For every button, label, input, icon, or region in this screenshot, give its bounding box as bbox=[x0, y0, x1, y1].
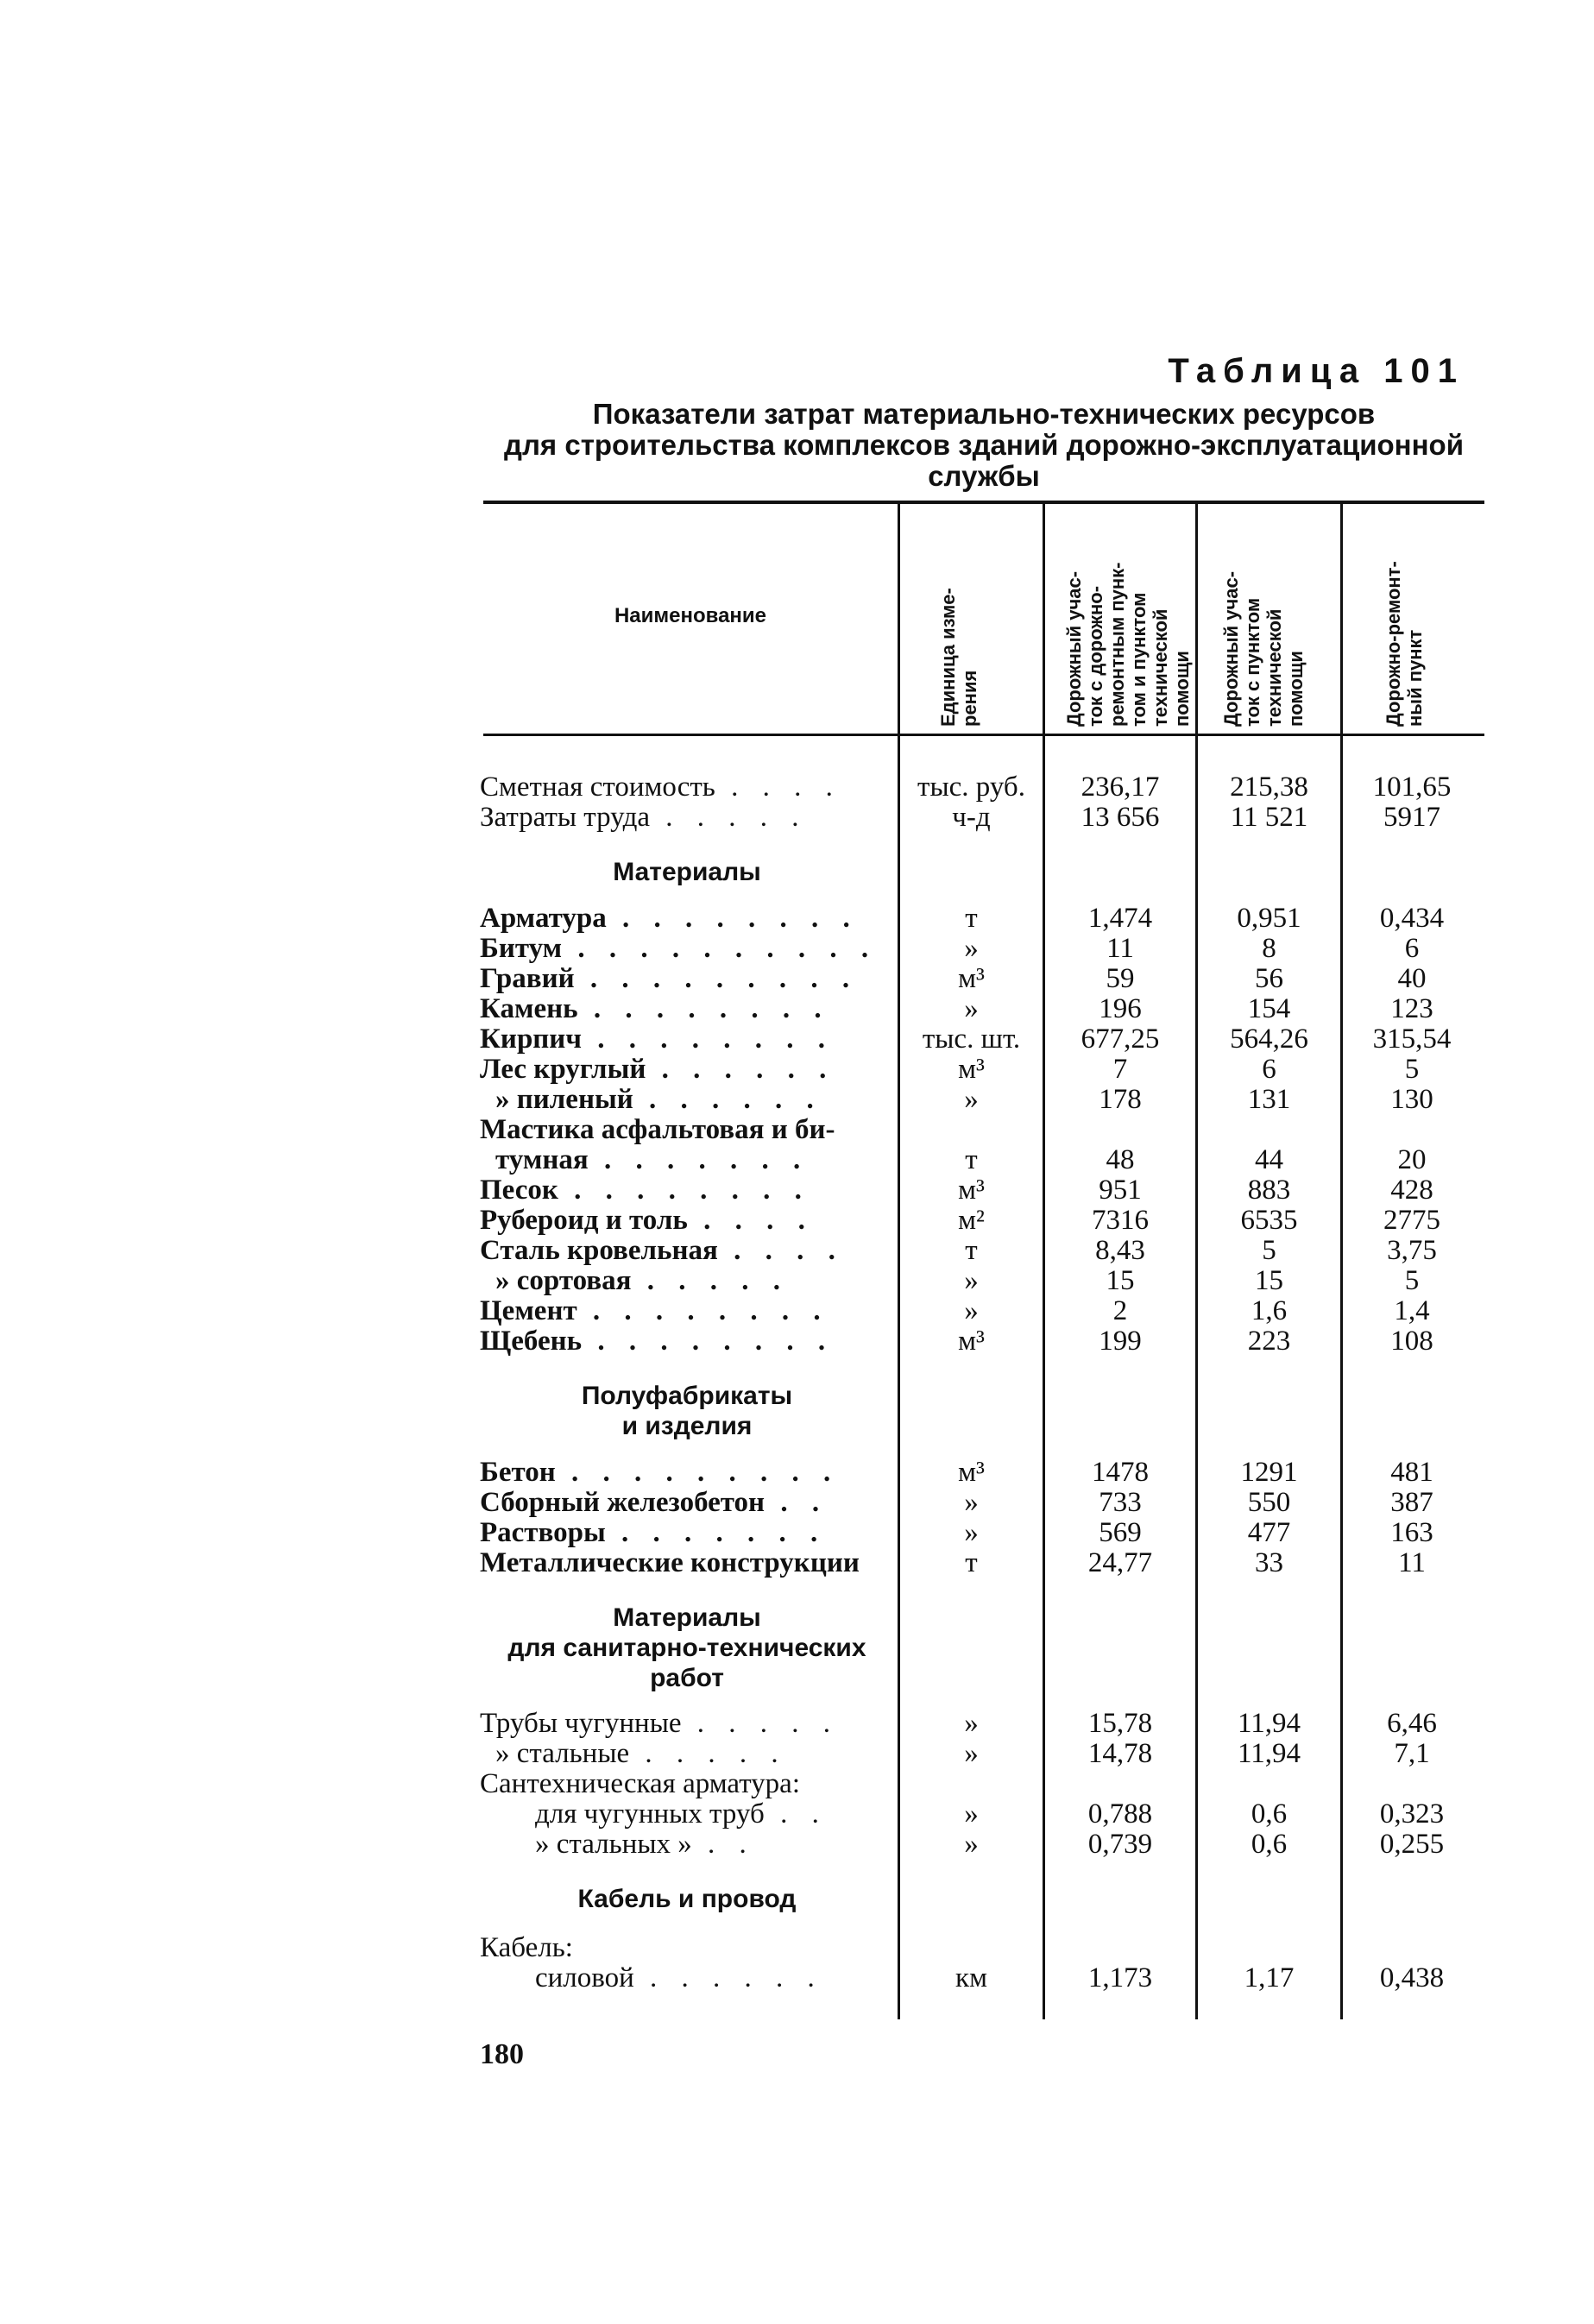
row-name bbox=[480, 1799, 898, 1830]
table-row bbox=[0, 1326, 1594, 1357]
row-value-col1: 1478 bbox=[1092, 1457, 1149, 1488]
row-value-col2: 56 bbox=[1255, 963, 1283, 994]
row-value-col1: 0,739 bbox=[1087, 1829, 1153, 1860]
row-value-col1: 1,173 bbox=[1087, 1962, 1153, 1993]
leader-dots: . . bbox=[765, 1488, 829, 1518]
leader-dots: . . . . . . . . bbox=[606, 904, 859, 934]
leader-dots: . . . . bbox=[715, 772, 841, 803]
row-value-col3: 6,46 bbox=[1387, 1708, 1437, 1739]
row-value-col1: 2 bbox=[1112, 1295, 1128, 1326]
row-value-col1: 178 bbox=[1099, 1084, 1142, 1115]
table-label: Таблица 101 bbox=[1168, 352, 1465, 390]
section-heading bbox=[0, 1603, 1594, 1633]
section-title: Материалы bbox=[613, 858, 761, 886]
row-value-col3: 5 bbox=[1404, 1265, 1420, 1296]
row-name-text: Бетон bbox=[480, 1458, 556, 1488]
row-value-col3: 5917 bbox=[1383, 802, 1440, 833]
row-name-text: » сортовая bbox=[495, 1266, 632, 1296]
row-value-col1: 196 bbox=[1099, 993, 1142, 1024]
row-value-col1: 7 bbox=[1112, 1054, 1128, 1085]
table-row bbox=[0, 1769, 1594, 1799]
row-value-col2: 44 bbox=[1255, 1144, 1283, 1175]
row-name-text: Сантехническая арматура: bbox=[480, 1769, 800, 1799]
row-name bbox=[480, 1024, 898, 1055]
header-unit: Единица изме- рения bbox=[937, 588, 980, 727]
table-row bbox=[0, 1024, 1594, 1055]
row-value-col1: 24,77 bbox=[1087, 1547, 1153, 1578]
row-unit: м³ bbox=[958, 1457, 985, 1488]
row-name-text: Кабель: bbox=[480, 1933, 573, 1963]
table-row bbox=[0, 1206, 1594, 1236]
row-value-col3: 428 bbox=[1390, 1175, 1433, 1206]
caption-line: для строительства комплексов зданий дорожно-эксплуатационной bbox=[504, 429, 1464, 461]
row-unit: » bbox=[964, 993, 979, 1024]
header-col3: Дорожно-ремонт- ный пункт bbox=[1383, 561, 1426, 727]
row-value-col2: 1,17 bbox=[1244, 1962, 1295, 1993]
row-name-text: Затраты труда bbox=[480, 803, 651, 833]
row-name bbox=[480, 1266, 913, 1296]
row-value-col2: 154 bbox=[1247, 993, 1291, 1024]
leader-dots: . . bbox=[764, 1799, 828, 1830]
row-value-col2: 11 521 bbox=[1230, 802, 1308, 833]
row-name-text: Битум bbox=[480, 934, 563, 964]
leader-dots: . . . . . . . . bbox=[558, 1175, 810, 1206]
row-name-text: Арматура bbox=[480, 904, 607, 934]
row-value-col3: 481 bbox=[1390, 1457, 1433, 1488]
row-name-text: Цемент bbox=[480, 1296, 577, 1326]
row-unit: тыс. руб. bbox=[917, 772, 1025, 803]
row-value-col3: 387 bbox=[1390, 1487, 1433, 1518]
row-value-col2: 11,94 bbox=[1237, 1708, 1301, 1739]
row-unit: т bbox=[965, 1144, 978, 1175]
row-value-col2: 131 bbox=[1247, 1084, 1291, 1115]
row-unit: » bbox=[964, 1829, 979, 1860]
row-unit: т bbox=[965, 903, 978, 934]
section-heading bbox=[0, 1633, 1594, 1663]
table-row bbox=[0, 1933, 1594, 1963]
row-name-text: Металлические конструкции bbox=[480, 1548, 860, 1578]
row-name bbox=[480, 934, 898, 964]
row-value-col3: 0,434 bbox=[1379, 903, 1445, 934]
row-value-col2: 215,38 bbox=[1230, 772, 1308, 803]
row-value-col1: 0,788 bbox=[1087, 1798, 1153, 1830]
row-value-col1: 59 bbox=[1106, 963, 1135, 994]
row-value-col2: 883 bbox=[1247, 1175, 1291, 1206]
leader-dots: . . . . . . . . bbox=[582, 1326, 835, 1357]
leader-dots: . . . . . . . . bbox=[577, 994, 830, 1024]
leader-dots: . . . . bbox=[687, 1206, 814, 1236]
row-name-text: Рубероид и толь bbox=[480, 1206, 688, 1236]
row-unit: м³ bbox=[958, 1175, 985, 1206]
row-value-col1: 733 bbox=[1099, 1487, 1142, 1518]
section-title: для санитарно-технических bbox=[507, 1634, 866, 1662]
table-row bbox=[0, 1739, 1594, 1769]
row-name-text: Щебень bbox=[480, 1326, 583, 1357]
leader-dots: . . bbox=[691, 1830, 755, 1860]
row-value-col3: 0,323 bbox=[1379, 1798, 1445, 1830]
row-name bbox=[480, 1145, 913, 1175]
section-heading bbox=[0, 1884, 1594, 1914]
table-row bbox=[0, 934, 1594, 964]
row-name bbox=[480, 904, 898, 934]
row-name bbox=[480, 1963, 898, 1993]
table-row bbox=[0, 1145, 1594, 1175]
section-heading bbox=[0, 1381, 1594, 1411]
row-name bbox=[480, 1709, 898, 1739]
row-name bbox=[480, 1055, 898, 1085]
section-title: работ bbox=[650, 1664, 724, 1692]
table-caption bbox=[483, 399, 1484, 492]
row-unit: тыс. шт. bbox=[922, 1023, 1021, 1055]
section-title: Кабель и провод bbox=[577, 1885, 797, 1913]
table-row bbox=[0, 1085, 1594, 1115]
section-title: Полуфабрикаты bbox=[581, 1382, 793, 1410]
row-value-col3: 0,255 bbox=[1379, 1829, 1445, 1860]
row-value-col3: 123 bbox=[1390, 993, 1433, 1024]
header-col2: Дорожный учас- ток с пунктом технической помощи bbox=[1220, 570, 1307, 727]
row-name bbox=[480, 1548, 898, 1578]
table-header-rule bbox=[483, 734, 1484, 736]
row-value-col3: 101,65 bbox=[1372, 772, 1452, 803]
caption-line: службы bbox=[928, 460, 1040, 492]
row-name-text: Камень bbox=[480, 994, 578, 1024]
row-unit: м³ bbox=[958, 963, 985, 994]
table-row bbox=[0, 772, 1594, 803]
row-value-col3: 6 bbox=[1404, 933, 1420, 964]
table-row bbox=[0, 1236, 1594, 1266]
row-value-col1: 15 bbox=[1106, 1265, 1135, 1296]
row-value-col1: 569 bbox=[1099, 1517, 1142, 1548]
page-number: 180 bbox=[480, 2038, 524, 2070]
section-title: Материалы bbox=[613, 1603, 761, 1632]
leader-dots: . . . . . bbox=[650, 803, 808, 833]
row-name-text: силовой bbox=[535, 1963, 634, 1993]
row-value-col1: 8,43 bbox=[1095, 1235, 1145, 1266]
row-name bbox=[480, 1175, 898, 1206]
row-unit: т bbox=[965, 1235, 978, 1266]
row-unit: » bbox=[964, 1265, 979, 1296]
leader-dots: . . . . . . bbox=[633, 1963, 823, 1993]
row-value-col1: 951 bbox=[1099, 1175, 1142, 1206]
row-value-col3: 163 bbox=[1390, 1517, 1433, 1548]
row-value-col1: 11 bbox=[1106, 933, 1134, 964]
row-name bbox=[480, 772, 898, 803]
row-unit: км bbox=[955, 1962, 987, 1993]
row-value-col2: 0,6 bbox=[1251, 1798, 1288, 1830]
leader-dots: . . . . . bbox=[629, 1739, 787, 1769]
leader-dots: . . . . . . . . bbox=[576, 1296, 829, 1326]
row-value-col1: 15,78 bbox=[1087, 1708, 1153, 1739]
row-name bbox=[480, 803, 898, 833]
row-value-col3: 5 bbox=[1404, 1054, 1420, 1085]
row-value-col3: 7,1 bbox=[1394, 1738, 1430, 1769]
leader-dots: . . . . . . . bbox=[588, 1145, 810, 1175]
row-value-col1: 236,17 bbox=[1081, 772, 1160, 803]
table-row bbox=[0, 803, 1594, 833]
row-unit: » bbox=[964, 1084, 979, 1115]
row-name bbox=[480, 1488, 898, 1518]
row-name bbox=[480, 964, 898, 994]
row-name-text: Растворы bbox=[480, 1518, 606, 1548]
row-unit: » bbox=[964, 1487, 979, 1518]
row-name-text: Трубы чугунные bbox=[480, 1709, 682, 1739]
row-value-col2: 550 bbox=[1247, 1487, 1291, 1518]
table-row bbox=[0, 964, 1594, 994]
row-value-col1: 199 bbox=[1099, 1326, 1142, 1357]
table-row bbox=[0, 1518, 1594, 1548]
row-value-col3: 3,75 bbox=[1387, 1235, 1437, 1266]
row-name-text: Кирпич bbox=[480, 1024, 582, 1055]
row-value-col3: 130 bbox=[1390, 1084, 1433, 1115]
row-name bbox=[480, 1933, 898, 1963]
row-value-col3: 1,4 bbox=[1394, 1295, 1430, 1326]
row-name-text: » стальные bbox=[495, 1739, 630, 1769]
row-value-col3: 0,438 bbox=[1379, 1962, 1445, 1993]
row-name-text: тумная bbox=[495, 1145, 589, 1175]
table-row bbox=[0, 1963, 1594, 1993]
row-unit: » bbox=[964, 1295, 979, 1326]
table-row bbox=[0, 1488, 1594, 1518]
row-value-col2: 11,94 bbox=[1237, 1738, 1301, 1769]
row-name-text: Сметная стоимость bbox=[480, 772, 715, 803]
row-unit: ч-д bbox=[952, 802, 991, 833]
section-title: и изделия bbox=[621, 1412, 753, 1440]
row-value-col2: 8 bbox=[1262, 933, 1276, 964]
row-value-col3: 11 bbox=[1398, 1547, 1426, 1578]
row-name-text: » стальных » bbox=[535, 1830, 692, 1860]
leader-dots: . . . . . . bbox=[633, 1085, 822, 1115]
leader-dots: . . . . . . . bbox=[605, 1518, 827, 1548]
row-value-col2: 1,6 bbox=[1251, 1295, 1288, 1326]
row-value-col1: 1,474 bbox=[1087, 903, 1153, 934]
row-name bbox=[480, 1085, 913, 1115]
row-unit: » bbox=[964, 1708, 979, 1739]
leader-dots: . . . . bbox=[717, 1236, 844, 1266]
row-name bbox=[480, 1458, 898, 1488]
row-name bbox=[480, 994, 898, 1024]
row-value-col2: 0,951 bbox=[1237, 903, 1301, 934]
header-name: Наименование bbox=[614, 604, 767, 627]
row-name bbox=[480, 1296, 898, 1326]
row-unit: м² bbox=[958, 1205, 985, 1236]
row-name-text: Мастика асфальтовая и би- bbox=[480, 1115, 835, 1145]
table-row bbox=[0, 1296, 1594, 1326]
row-value-col1: 48 bbox=[1106, 1144, 1135, 1175]
row-name-text: Лес круглый bbox=[480, 1055, 646, 1085]
table-row bbox=[0, 994, 1594, 1024]
table-row bbox=[0, 1458, 1594, 1488]
row-value-col2: 6 bbox=[1262, 1054, 1276, 1085]
table-row bbox=[0, 1175, 1594, 1206]
row-unit: » bbox=[964, 1798, 979, 1830]
row-unit: » bbox=[964, 933, 979, 964]
section-heading bbox=[0, 857, 1594, 887]
row-value-col1: 14,78 bbox=[1087, 1738, 1153, 1769]
row-value-col1: 677,25 bbox=[1081, 1023, 1160, 1055]
row-name-text: Сборный железобетон bbox=[480, 1488, 765, 1518]
row-unit: » bbox=[964, 1517, 979, 1548]
row-value-col2: 1291 bbox=[1240, 1457, 1298, 1488]
row-value-col2: 223 bbox=[1247, 1326, 1291, 1357]
table-row bbox=[0, 1115, 1594, 1145]
table-row bbox=[0, 1799, 1594, 1830]
row-name bbox=[480, 1518, 898, 1548]
leader-dots: . . . . . . . . . bbox=[574, 964, 859, 994]
row-name-text: Песок bbox=[480, 1175, 558, 1206]
row-unit: » bbox=[964, 1738, 979, 1769]
caption-line: Показатели затрат материально-технических ресурсов bbox=[592, 398, 1376, 430]
section-heading bbox=[0, 1663, 1594, 1693]
row-unit: т bbox=[965, 1547, 978, 1578]
row-name bbox=[480, 1739, 913, 1769]
row-value-col1: 7316 bbox=[1092, 1205, 1149, 1236]
row-value-col3: 20 bbox=[1397, 1144, 1427, 1175]
table-row bbox=[0, 1266, 1594, 1296]
table-row bbox=[0, 1709, 1594, 1739]
row-unit: м³ bbox=[958, 1054, 985, 1085]
row-name-text: Гравий bbox=[480, 964, 575, 994]
row-value-col2: 15 bbox=[1255, 1265, 1283, 1296]
row-value-col2: 477 bbox=[1247, 1517, 1291, 1548]
section-heading bbox=[0, 1411, 1594, 1441]
row-value-col2: 6535 bbox=[1240, 1205, 1298, 1236]
leader-dots: . . . . . . . . bbox=[581, 1024, 834, 1055]
leader-dots: . . . . . . . . . bbox=[555, 1458, 840, 1488]
row-name bbox=[480, 1769, 898, 1799]
row-unit: м³ bbox=[958, 1326, 985, 1357]
table-row bbox=[0, 1055, 1594, 1085]
table-top-rule bbox=[483, 501, 1484, 504]
table-row bbox=[0, 1830, 1594, 1860]
row-name bbox=[480, 1326, 898, 1357]
table-row bbox=[0, 904, 1594, 934]
leader-dots: . . . . . . . . . . bbox=[562, 934, 878, 964]
row-value-col2: 33 bbox=[1255, 1547, 1283, 1578]
row-name-text: Сталь кровельная bbox=[480, 1236, 718, 1266]
row-value-col2: 0,6 bbox=[1251, 1829, 1288, 1860]
row-name bbox=[480, 1830, 898, 1860]
row-name bbox=[480, 1236, 898, 1266]
row-value-col3: 315,54 bbox=[1372, 1023, 1452, 1055]
header-col1: Дорожный учас- ток с дорожно- ремонтным пунк- том и пунктом технической помощи bbox=[1063, 562, 1193, 727]
row-name-text: для чугунных труб bbox=[535, 1799, 765, 1830]
leader-dots: . . . . . bbox=[681, 1709, 840, 1739]
row-value-col3: 108 bbox=[1390, 1326, 1433, 1357]
row-value-col3: 40 bbox=[1397, 963, 1427, 994]
leader-dots: . . . . . . bbox=[646, 1055, 835, 1085]
leader-dots: . . . . . bbox=[631, 1266, 789, 1296]
row-name-text: » пиленый bbox=[495, 1085, 633, 1115]
row-value-col2: 564,26 bbox=[1230, 1023, 1308, 1055]
row-name bbox=[480, 1115, 898, 1145]
row-name bbox=[480, 1206, 898, 1236]
table-row bbox=[0, 1548, 1594, 1578]
row-value-col2: 5 bbox=[1262, 1235, 1276, 1266]
row-value-col3: 2775 bbox=[1383, 1205, 1440, 1236]
row-value-col1: 13 656 bbox=[1081, 802, 1160, 833]
